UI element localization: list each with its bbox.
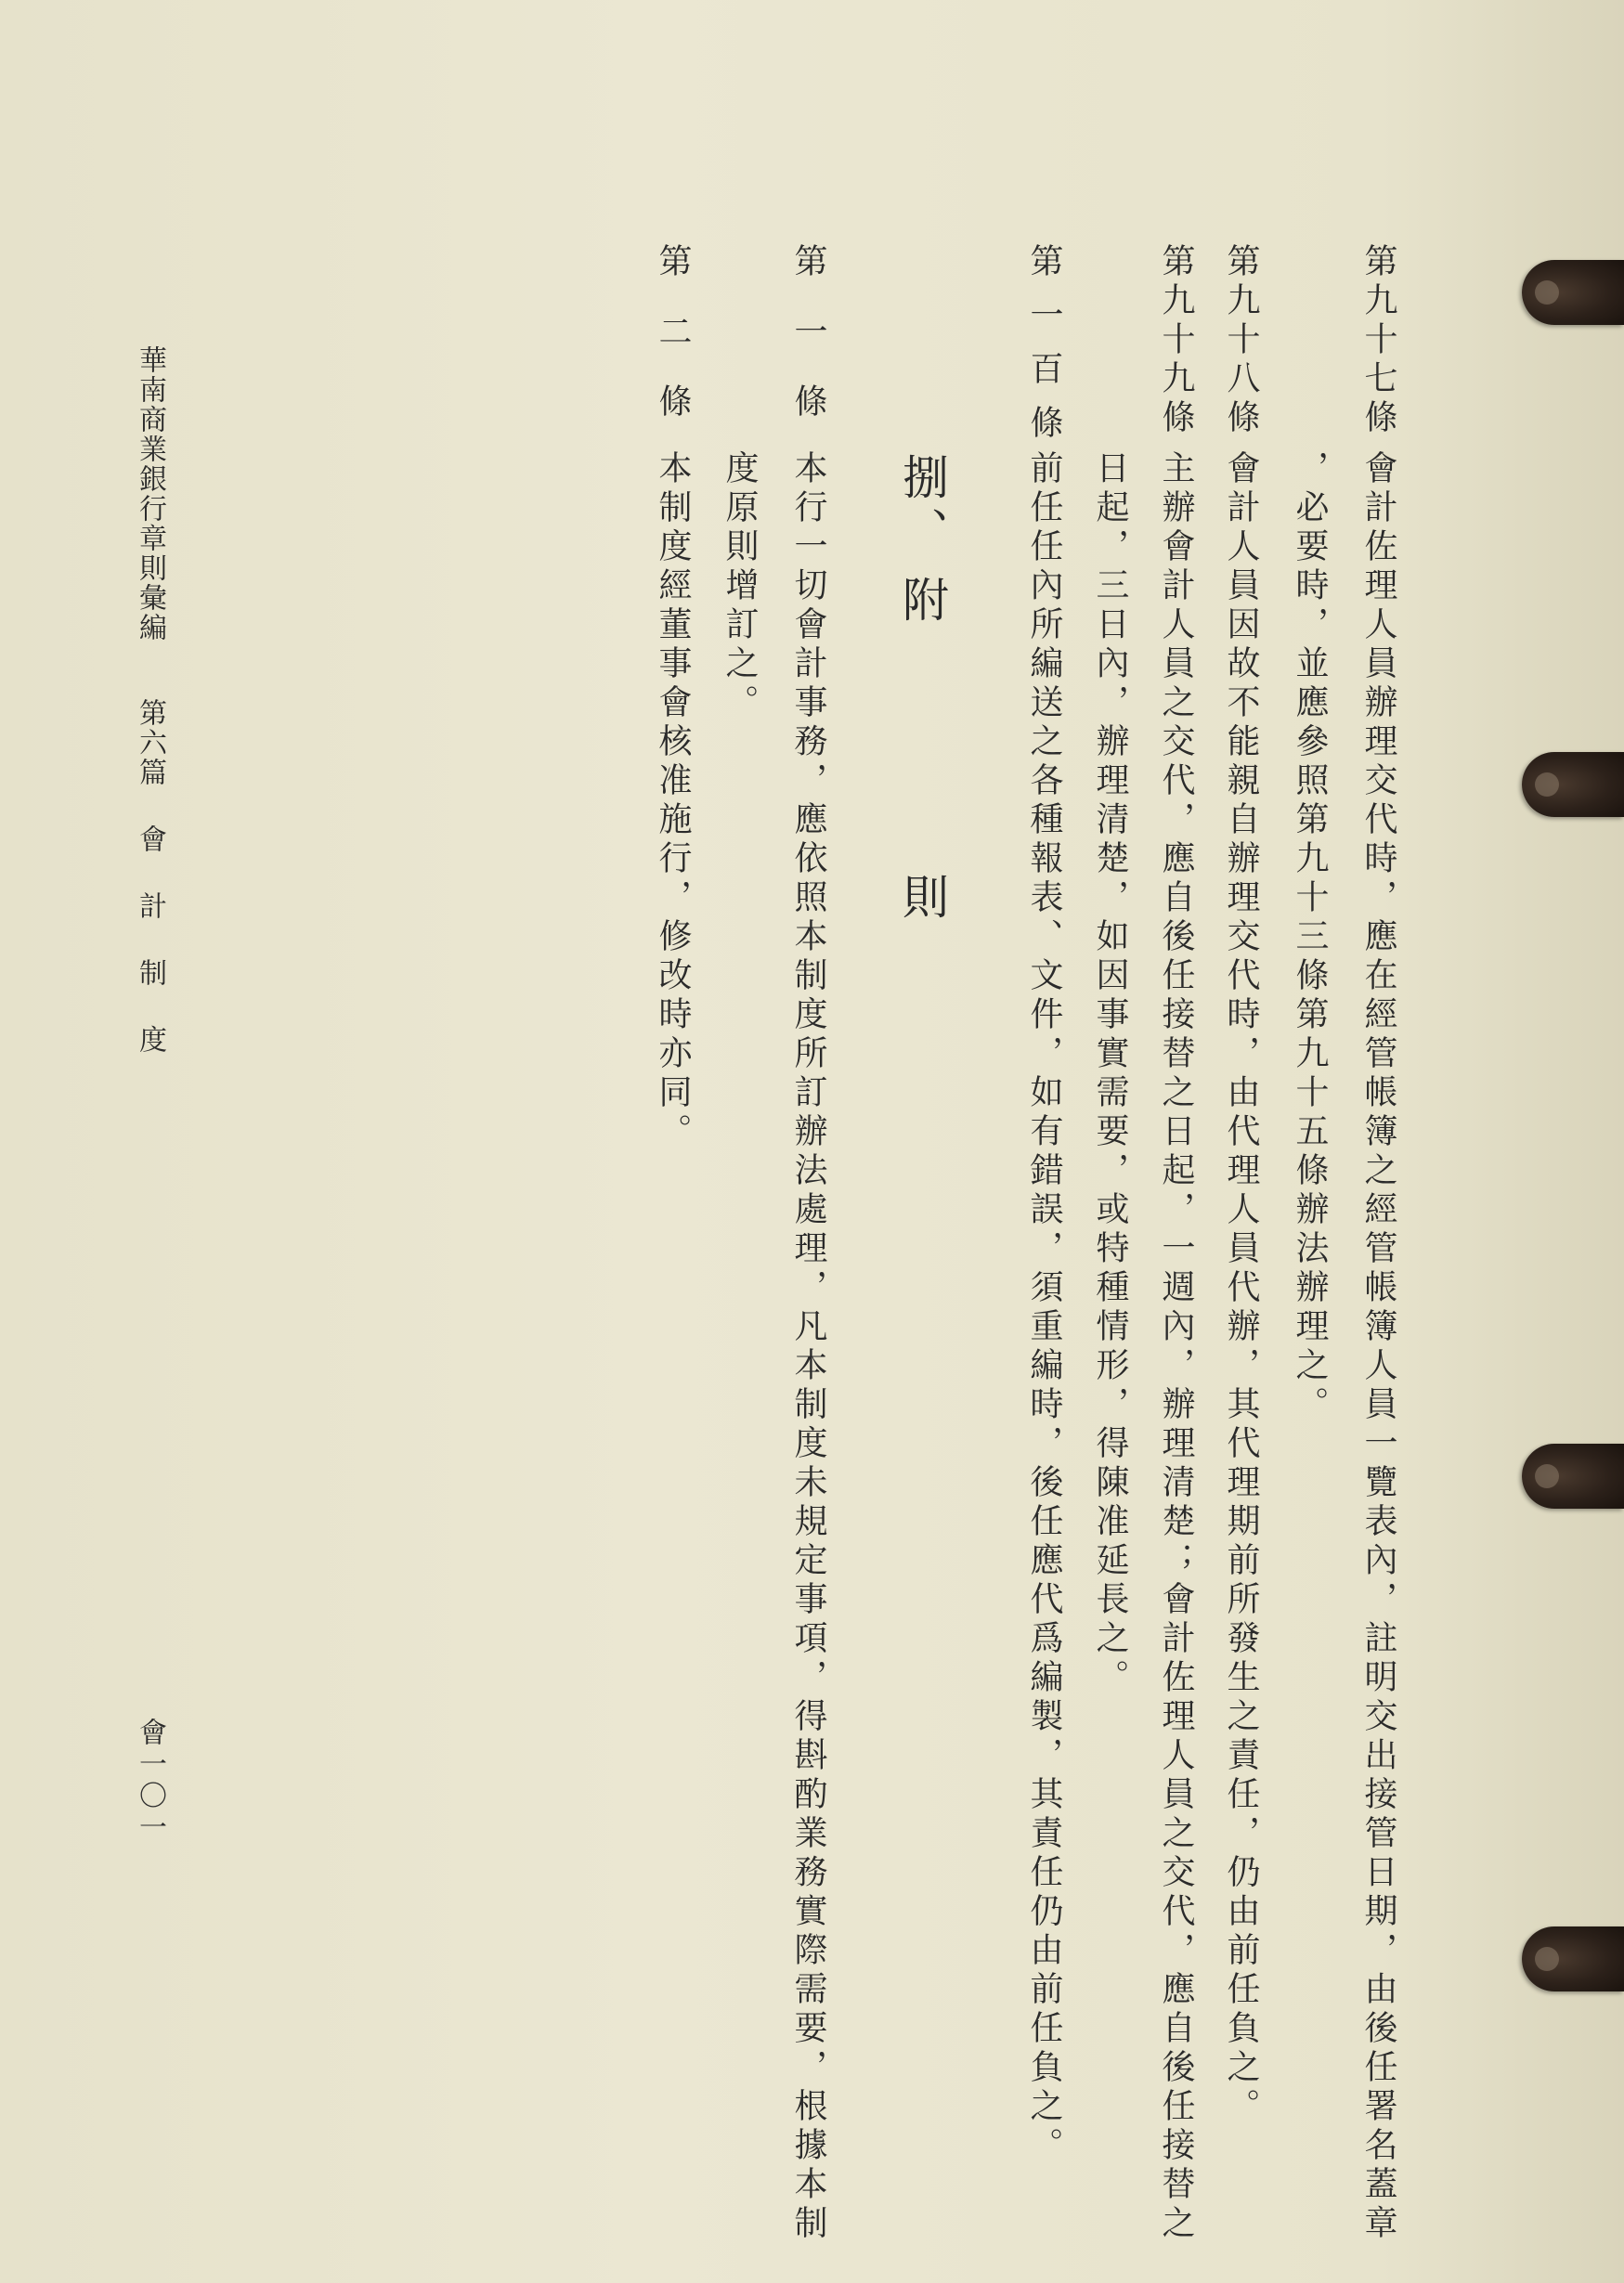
binder-ring-3 [1522,1444,1624,1509]
supp-article-1-line-2: 度原則增訂之。 [721,450,759,723]
running-header-chapter-char-1: 會 [134,824,166,854]
article-98-line-1: 會計人員因故不能親自辦理交代時，由代理人員代辦，其代理期前所發生之責任，仍由前任負之。 [1222,450,1260,2127]
page-number: 會一〇一 [134,1718,166,1844]
supp-article-2-label-char-3: 條 [654,383,692,417]
supp-article-1-label-char-3: 條 [789,383,827,417]
article-99-line-1: 主辦會計人員之交代，應自後任接替之日起，一週內，辦理清楚；會計佐理人員之交代，應自後任接替之 [1157,450,1195,2244]
section-heading-number: 捌、 [895,453,949,561]
article-98-label: 第九十八條 [1222,243,1260,438]
article-97-line-1: 會計佐理人員辦理交代時，應在經管帳簿之經管帳簿人員一覽表內，註明交出接管日期，由後任署名蓋章 [1359,450,1397,2244]
supp-article-1-label-char-1: 第 [789,243,827,277]
supp-article-2-label-char-1: 第 [654,243,692,277]
supp-article-2-line-1: 本制度經董事會核准施行，修改時亦同。 [654,450,692,1152]
running-header-chapter-char-4: 度 [134,1025,166,1055]
article-100-label: 第一百條 [1025,243,1063,459]
article-97-label: 第九十七條 [1359,243,1397,438]
running-header-chapter-char-3: 制 [134,958,166,988]
supp-article-2-label-char-2: 二 [654,314,692,347]
binder-ring-2 [1522,752,1624,817]
article-97-line-2: ，必要時，並應參照第九十三條第九十五條辦法辦理之。 [1291,450,1329,1425]
running-header-chapter-char-2: 計 [134,891,166,921]
supp-article-1-label-char-2: 一 [789,314,827,347]
binder-ring-4 [1522,1926,1624,1991]
section-heading-title: 附 則 [895,576,949,1021]
article-100-line-1: 前任任內所編送之各種報表、文件，如有錯誤，須重編時，後任應代爲編製，其責任仍由前任負之。 [1025,450,1063,2166]
article-99-line-2: 日起，三日內，辦理清楚，如因事實需要，或特種情形，得陳准延長之。 [1091,450,1129,1698]
article-99-label: 第九十九條 [1157,243,1195,438]
supp-article-1-line-1: 本行一切會計事務，應依照本制度所訂辦法處理，凡本制度未規定事項，得斟酌業務實際需要，根據本制 [789,450,827,2244]
running-header-section: 第六篇 [134,698,166,787]
binder-ring-1 [1522,260,1624,325]
running-header-publication: 華南商業銀行章則彙編 [134,345,166,642]
